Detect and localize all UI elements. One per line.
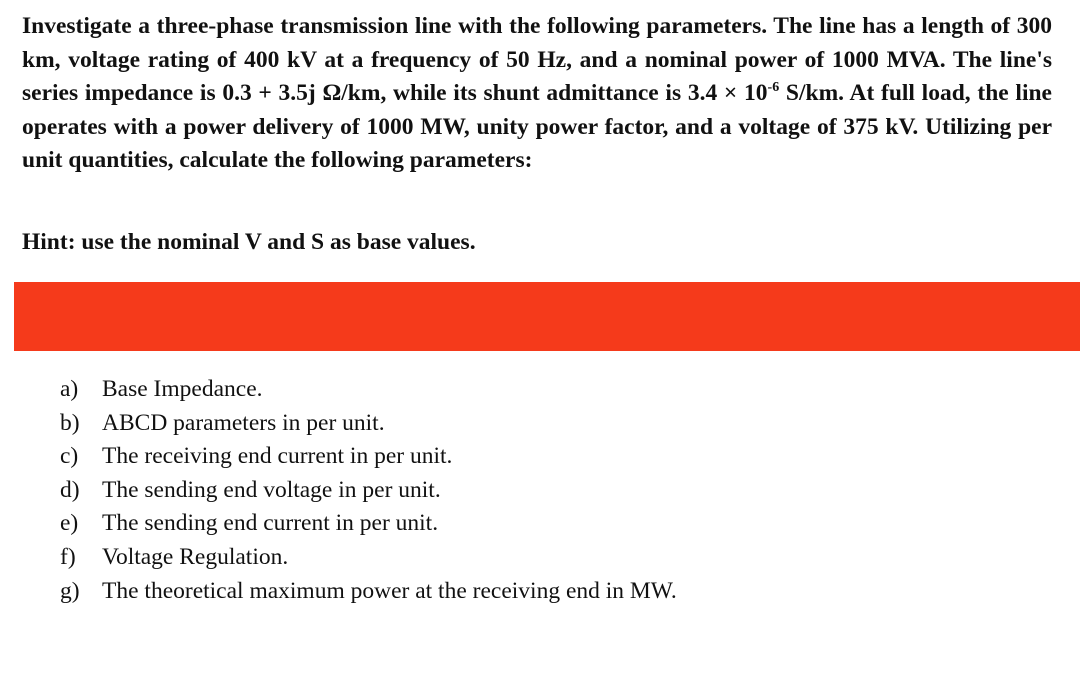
item-text: The sending end voltage in per unit. xyxy=(102,476,441,503)
list-item xyxy=(60,407,677,441)
list-item xyxy=(60,474,677,508)
item-marker: g) xyxy=(60,577,80,604)
list-item xyxy=(60,575,677,609)
item-marker: c) xyxy=(60,443,79,470)
item-text: Base Impedance. xyxy=(102,376,263,402)
list-item xyxy=(60,373,677,407)
list-item xyxy=(60,507,677,541)
item-text: The theoretical maximum power at the receiving end in MW. xyxy=(102,577,677,604)
list-item xyxy=(60,440,677,474)
item-marker: e) xyxy=(60,510,79,537)
question-parts-list xyxy=(60,373,677,608)
problem-statement xyxy=(22,10,1052,178)
item-text: The receiving end current in per unit. xyxy=(102,443,453,470)
exponent: -6 xyxy=(767,80,780,96)
item-marker: f) xyxy=(60,543,76,570)
item-marker: d) xyxy=(60,476,80,503)
list-item xyxy=(60,541,677,575)
item-text: The sending end current in per unit. xyxy=(102,510,439,537)
item-text: ABCD parameters in per unit. xyxy=(102,409,385,436)
hint-text: Hint: use the nominal V and S as base values. xyxy=(22,229,476,255)
item-marker: a) xyxy=(60,376,79,402)
problem-text-part-1: Investigate a three-phase transmission line with the following parameters. The line has a length of 300 km, voltage rating of 400 kV at a frequency of 50 Hz, and a nominal power of 1000 MVA. The line's series impedance is 0.3 + 3.5j Ω/km, while its shunt admittance is 3.4 × 10 xyxy=(22,13,1052,107)
problem-text-part-2: S/km. At full load, the line operates with a power delivery of 1000 MW, unity power factor, and a voltage of 375 kV. Utilizing per unit quantities, calculate the following parameters: xyxy=(22,80,1052,174)
redaction-block xyxy=(14,282,1080,351)
item-text: Voltage Regulation. xyxy=(102,543,289,570)
item-marker: b) xyxy=(60,409,80,436)
